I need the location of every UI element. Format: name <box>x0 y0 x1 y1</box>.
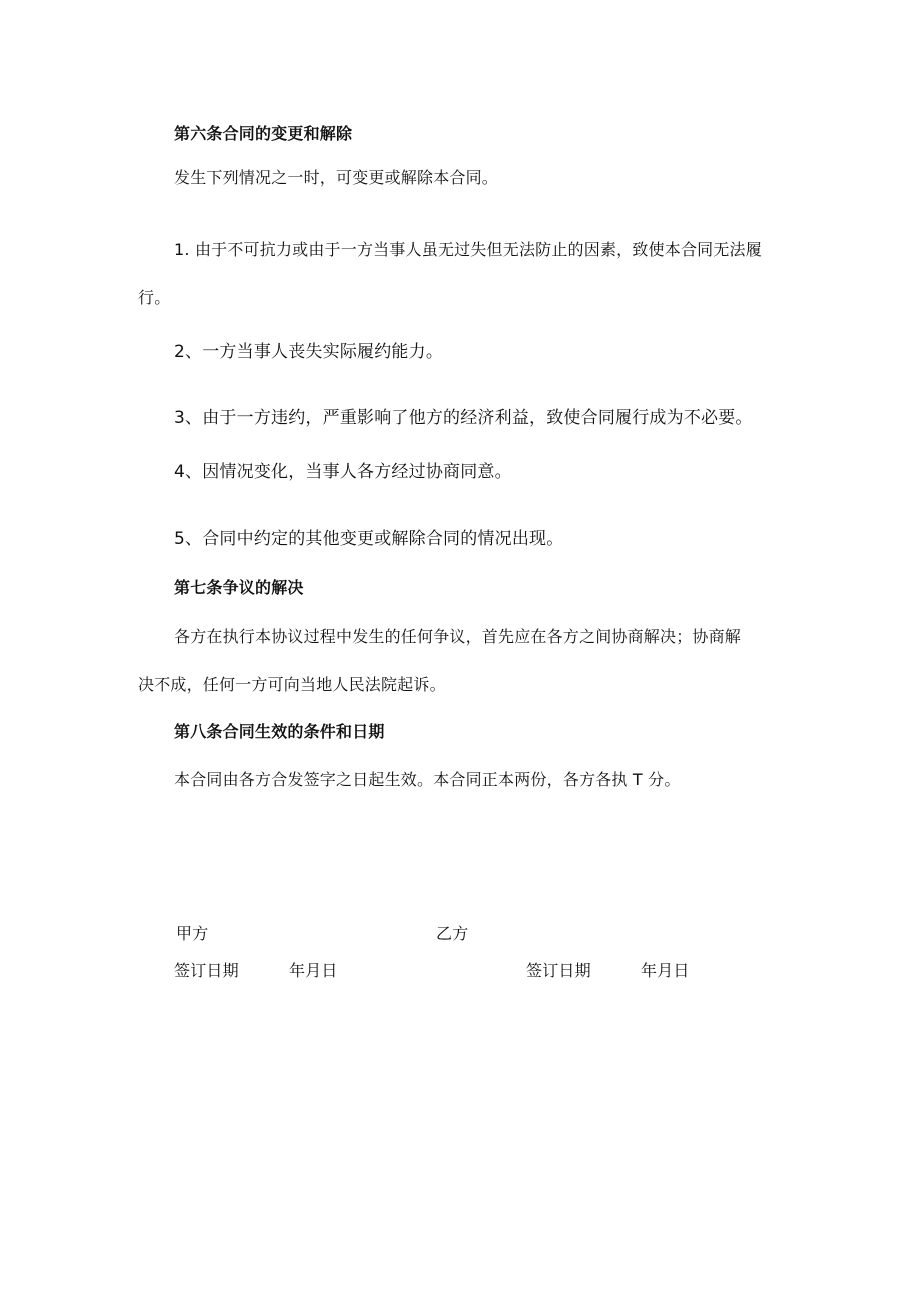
article-7-body-line-1: 各方在执行本协议过程中发生的任何争议，首先应在各方之间协商解决；协商解 <box>174 627 742 646</box>
party-b-date-placeholder: 年月日 <box>641 961 690 980</box>
article-6-item-4: 4、因情况变化，当事人各方经过协商同意。 <box>174 462 512 482</box>
article-6-item-5: 5、合同中约定的其他变更或解除合同的情况出现。 <box>174 529 564 549</box>
party-a-label: 甲方 <box>176 924 209 943</box>
article-7-title: 第七条争议的解决 <box>174 578 304 597</box>
article-7-body-line-2: 决不成，任何一方可向当地人民法院起诉。 <box>138 675 446 694</box>
party-a-sign-date-label: 签订日期 <box>174 961 239 980</box>
article-6-item-1-line-1: 1. 由于不可抗力或由于一方当事人虽无过失但无法防止的因素，致使本合同无法履 <box>174 240 762 259</box>
article-6-item-3: 3、由于一方违约，严重影响了他方的经济利益，致使合同履行成为不必要。 <box>174 408 753 428</box>
article-6-item-2: 2、一方当事人丧失实际履约能力。 <box>174 342 444 362</box>
article-8-body: 本合同由各方合发签字之日起生效。本合同正本两份，各方各执 T 分。 <box>174 770 681 789</box>
party-b-sign-date-label: 签订日期 <box>526 961 591 980</box>
article-6-intro: 发生下列情况之一时，可变更或解除本合同。 <box>174 168 499 187</box>
party-b-label: 乙方 <box>436 924 469 943</box>
article-6-item-1-line-2: 行。 <box>138 288 171 307</box>
party-a-date-placeholder: 年月日 <box>289 961 338 980</box>
article-8-title: 第八条合同生效的条件和日期 <box>174 722 385 741</box>
article-6-title: 第六条合同的变更和解除 <box>174 124 353 143</box>
